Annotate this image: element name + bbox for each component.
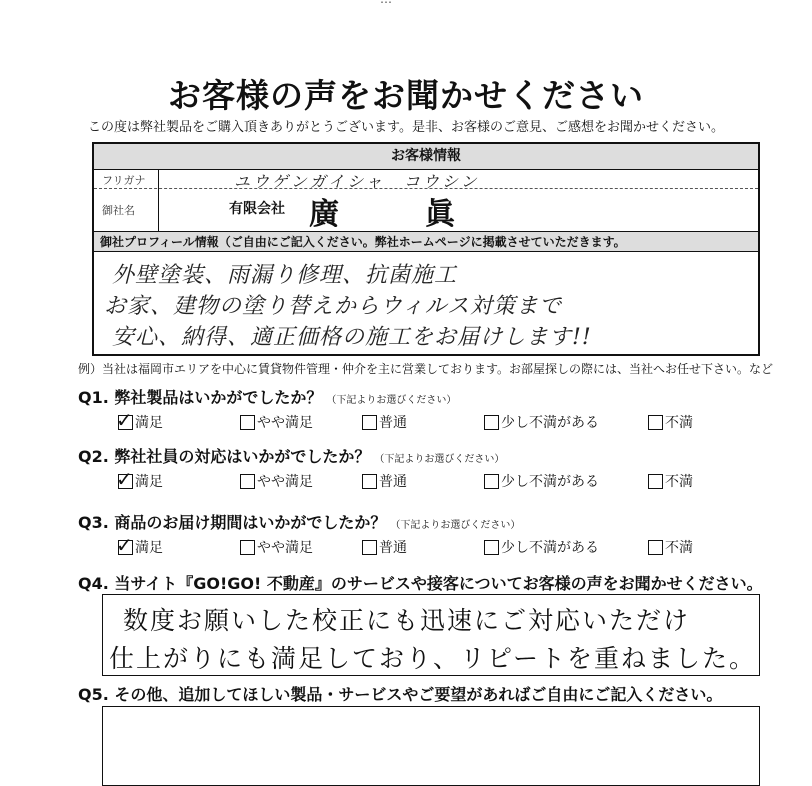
furigana-value[interactable]: ユウゲンガイシャ コウシン [234, 172, 480, 191]
q3-option[interactable] [484, 537, 599, 557]
q3-option[interactable] [240, 537, 313, 557]
company-label: 御社名 [102, 204, 135, 217]
q2-text: Q2. 弊社社員の対応はいかがでしたか？ [78, 447, 371, 466]
q5-label: Q5. その他、追加してほしい製品・サービスやご要望があればご自由にご記入ください。 [78, 685, 723, 704]
q1-option[interactable] [240, 412, 313, 432]
q1-option[interactable] [484, 412, 599, 432]
q2-option[interactable] [484, 471, 599, 491]
option-label: 不満 [665, 415, 693, 431]
q3-text: Q3. 商品のお届け期間はいかがでしたか？ [78, 513, 387, 532]
q1-option[interactable] [648, 412, 693, 432]
q4-answer-line-2: 仕上がりにも満足しており、リピートを重ねました。 [109, 644, 757, 673]
profile-line-2[interactable]: お家、建物の塗り替えからウィルス対策まで [104, 294, 563, 319]
q3-option[interactable] [362, 537, 407, 557]
checkbox[interactable] [484, 474, 499, 489]
checkbox[interactable] [362, 474, 377, 489]
q3-option[interactable] [648, 537, 693, 557]
q2-option[interactable] [240, 471, 313, 491]
option-label: 普通 [379, 540, 407, 556]
column-divider [158, 169, 159, 232]
option-label: 満足 [135, 415, 163, 431]
checkbox[interactable] [484, 540, 499, 555]
customer-info-header: お客様情報 [94, 144, 758, 170]
q1-hint: （下記よりお選びください） [326, 395, 457, 406]
checkbox[interactable] [648, 415, 663, 430]
check-mark-icon: ✓ [116, 407, 133, 432]
option-label: 普通 [379, 415, 407, 431]
checkbox[interactable] [648, 474, 663, 489]
q4-label: Q4. 当サイト『GO!GO! 不動産』のサービスや接客についてお客様の声をお聞かせください。 [78, 574, 763, 593]
option-label: 不満 [665, 474, 693, 490]
q4-answer-line-1: 数度お願いした校正にも迅速にご対応いただけ [123, 606, 691, 635]
q1-option[interactable] [116, 407, 163, 432]
q5-answer-box[interactable] [102, 706, 760, 786]
q1-label [78, 385, 456, 408]
option-label: 少し不満がある [501, 540, 599, 556]
profile-header: 御社プロフィール情報（ご自由にご記入ください。弊社ホームページに掲載させていただきます。 [94, 232, 758, 252]
option-label: やや満足 [257, 474, 313, 490]
furigana-label: フリガナ [102, 174, 146, 187]
checkbox[interactable] [484, 415, 499, 430]
example-text: 例）当社は福岡市エリアを中心に賃貸物件管理・仲介を主に営業しております。お部屋探しの際には、当社へお任せ下さい。など [78, 362, 774, 376]
q2-option[interactable] [116, 466, 163, 491]
q2-option[interactable] [648, 471, 693, 491]
company-name[interactable]: 廣 眞 [309, 197, 483, 232]
option-label: 少し不満がある [501, 474, 599, 490]
checkbox[interactable] [116, 466, 133, 491]
option-label: 少し不満がある [501, 415, 599, 431]
q2-hint: （下記よりお選びください） [374, 454, 505, 465]
q1-text: Q1. 弊社製品はいかがでしたか？ [78, 388, 323, 407]
checkbox[interactable] [240, 415, 255, 430]
checkbox[interactable] [240, 474, 255, 489]
check-mark-icon: ✓ [116, 466, 133, 491]
page-title: お客様の声をお聞かせください [168, 76, 644, 115]
q3-hint: （下記よりお選びください） [390, 520, 521, 531]
top-fragment [380, 0, 392, 6]
checkbox[interactable] [648, 540, 663, 555]
page-subtitle: この度は弊社製品をご購入頂きありがとうございます。是非、お客様のご意見、ご感想をお聞かせください。 [88, 120, 724, 135]
option-label: やや満足 [257, 540, 313, 556]
company-prefix: 有限会社 [229, 201, 285, 217]
checkbox[interactable] [240, 540, 255, 555]
q2-option[interactable] [362, 471, 407, 491]
profile-line-1[interactable]: 外壁塗装、雨漏り修理、抗菌施工 [112, 263, 458, 288]
option-label: やや満足 [257, 415, 313, 431]
customer-info-table [92, 142, 760, 356]
option-label: 満足 [135, 474, 163, 490]
option-label: 満足 [135, 540, 163, 556]
option-label: 不満 [665, 540, 693, 556]
profile-line-3[interactable]: 安心、納得、適正価格の施工をお届けします!! [112, 325, 592, 350]
q4-answer-box[interactable] [102, 594, 760, 676]
checkbox[interactable] [116, 407, 133, 432]
q2-label [78, 444, 504, 467]
checkbox[interactable] [362, 540, 377, 555]
q1-option[interactable] [362, 412, 407, 432]
checkbox[interactable] [116, 532, 133, 557]
checkbox[interactable] [362, 415, 377, 430]
check-mark-icon: ✓ [116, 532, 133, 557]
option-label: 普通 [379, 474, 407, 490]
q3-label [78, 510, 520, 533]
q3-option[interactable] [116, 532, 163, 557]
